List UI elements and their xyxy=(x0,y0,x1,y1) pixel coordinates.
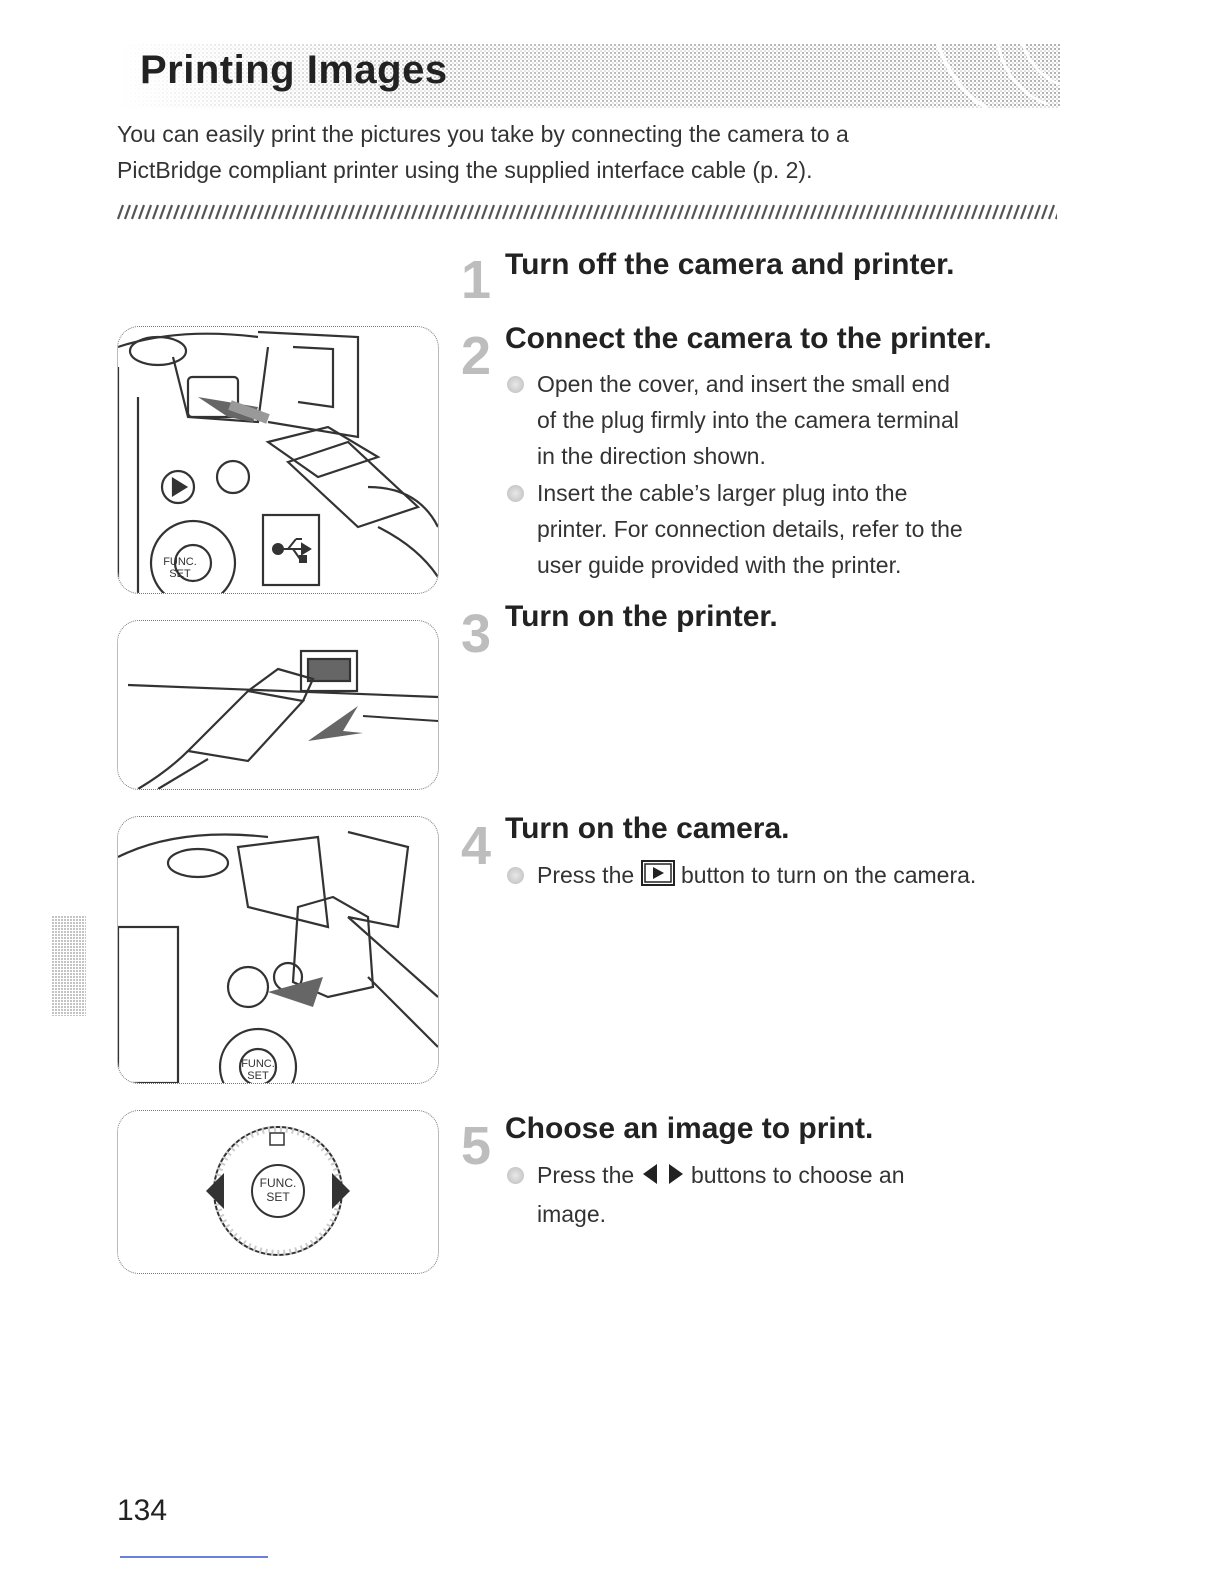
svg-text:FUNC.: FUNC. xyxy=(259,1176,297,1190)
step-title-4: Turn on the camera. xyxy=(505,812,790,845)
step-title-5: Choose an image to print. xyxy=(505,1112,874,1145)
step-2-bullet-2 xyxy=(537,475,1057,583)
bullet-line: printer. For connection details, refer to the xyxy=(537,516,963,542)
svg-text:SET: SET xyxy=(169,568,191,580)
svg-text:5: 5 xyxy=(460,1116,492,1172)
svg-text:SET: SET xyxy=(266,1190,290,1204)
intro-line: PictBridge compliant printer using the supplied interface cable (p. 2). xyxy=(117,157,813,183)
svg-text:2: 2 xyxy=(460,326,492,382)
bullet-icon xyxy=(507,867,524,884)
hatched-divider xyxy=(117,203,1057,221)
step-4-bullet-1 xyxy=(537,857,1077,896)
bullet-icon xyxy=(507,1167,524,1184)
section-tab xyxy=(52,916,86,1016)
step-5-bullet-1 xyxy=(537,1157,1057,1232)
bullet-text: buttons to choose an xyxy=(690,1162,905,1188)
illustration-printer-port xyxy=(117,620,439,790)
svg-text:1: 1 xyxy=(460,250,492,306)
bullet-line: user guide provided with the printer. xyxy=(537,552,902,578)
step-title-3: Turn on the printer. xyxy=(505,600,778,633)
bullet-line: Insert the cable’s larger plug into the xyxy=(537,480,908,506)
bullet-text: button to turn on the camera. xyxy=(680,862,977,888)
intro-line: You can easily print the pictures you take by connecting the camera to a xyxy=(117,121,849,147)
step-number-5 xyxy=(457,1116,495,1172)
illustration-camera-connected xyxy=(117,816,439,1084)
page-title: Printing Images xyxy=(140,48,448,92)
step-title-1: Turn off the camera and printer. xyxy=(505,248,955,281)
step-number-4 xyxy=(457,816,495,872)
svg-text:SET: SET xyxy=(247,1070,269,1082)
svg-text:FUNC.: FUNC. xyxy=(163,556,197,568)
illustration-camera-terminal xyxy=(117,326,439,594)
bullet-line: image. xyxy=(537,1201,607,1227)
bullet-line: in the direction shown. xyxy=(537,443,766,469)
step-number-3 xyxy=(457,604,495,660)
svg-text:3: 3 xyxy=(460,604,492,660)
footer-rule xyxy=(120,1556,268,1558)
bullet-icon xyxy=(507,485,524,502)
step-number-2 xyxy=(457,326,495,382)
illustration-control-dial xyxy=(117,1110,439,1274)
bullet-line: Open the cover, and insert the small end xyxy=(537,371,950,397)
svg-text:FUNC.: FUNC. xyxy=(241,1058,275,1070)
step-title-2: Connect the camera to the printer. xyxy=(505,322,992,355)
bullet-line: of the plug firmly into the camera terminal xyxy=(537,407,959,433)
svg-text:4: 4 xyxy=(460,816,492,872)
step-2-bullet-1 xyxy=(537,366,1057,474)
step-number-1 xyxy=(457,250,495,306)
bullet-icon xyxy=(507,376,524,393)
bullet-text: Press the xyxy=(537,1162,635,1188)
left-right-arrows-icon xyxy=(641,1160,685,1196)
page-number: 134 xyxy=(117,1494,168,1527)
playback-button-icon xyxy=(641,860,675,896)
bullet-text: Press the xyxy=(537,862,635,888)
intro-paragraph xyxy=(117,116,1057,188)
